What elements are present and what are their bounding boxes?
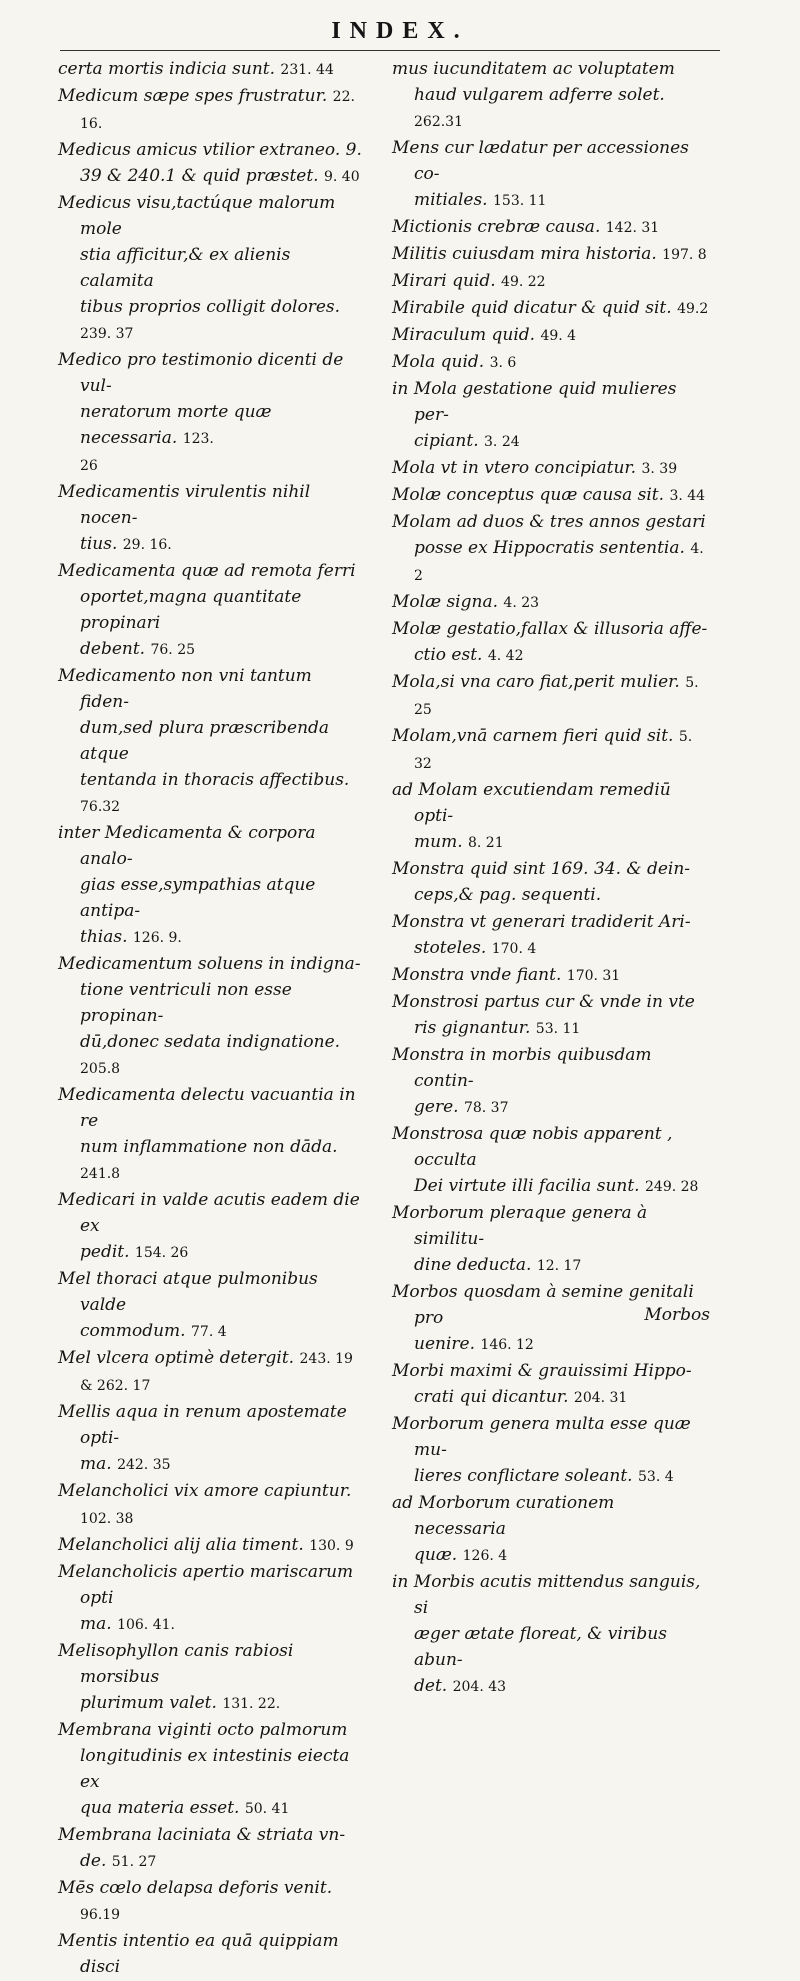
entry-text: in Morbis acutis mittendus sanguis, si æger ætate floreat, & viribus abun- det. [392,1572,701,1696]
entry-text: Melancholicis apertio mariscarum opti ma. [58,1562,354,1634]
entry-page-ref: 205.8 [80,1061,121,1077]
entry-page-ref: 170. 31 [566,968,621,984]
entry-text: Mola vt in vtero concipiatur. [392,458,637,478]
index-entry [58,1928,363,1981]
index-entry [58,1187,363,1266]
entry-page-ref: 146. 12 [480,1337,534,1353]
index-entry [58,137,363,190]
entry-text: Miraculum quid. [392,325,536,345]
entry-text: mus iucunditatem ac voluptatem haud vulgarem adferre solet. [392,59,675,105]
entry-text: Mellis aqua in renum apostemate opti- ma. [58,1402,347,1474]
entry-text: Mel vlcera optimè detergit. [58,1348,295,1368]
index-entry [58,951,363,1082]
index-entry [392,989,710,1042]
index-entry [392,1569,710,1700]
entry-text: Medicamenta delectu vacuantia in re num inflammatione non dāda. [58,1085,356,1157]
index-entry [58,1399,363,1478]
index-entry [392,241,710,268]
entry-page-ref: 76. 25 [150,642,196,658]
index-entry [392,909,710,962]
entry-text: Monstra quid sint 169. 34. & dein- ceps,& pag. sequenti. [392,859,691,905]
entry-page-ref: 204. 31 [573,1390,628,1406]
entry-page-ref: 3. 6 [489,355,517,371]
entry-page-ref: 3. 44 [669,488,706,504]
index-entry [58,347,363,479]
entry-page-ref: 142. 31 [605,220,660,236]
index-entry [392,1490,710,1569]
entry-text: in Mola gestatione quid mulieres per- cipiant. [392,379,677,451]
entry-page-ref: 242. 35 [117,1457,171,1473]
index-entry [58,1638,363,1717]
entry-text: inter Medicamenta & corpora analo- gias esse,sympathias atque antipa- thias. [58,823,316,947]
index-entry [58,1532,363,1559]
index-entry [392,214,710,241]
entry-text: Membrana laciniata & striata vn- de. [58,1825,346,1871]
entry-page-ref: 131. 22. [222,1696,281,1712]
entry-text: Mola quid. [392,352,485,372]
entry-page-ref: 241.8 [80,1166,121,1182]
entry-text: Molæ gestatio,fallax & illusoria affe- ctio est. [392,619,708,665]
entry-text: Morbos quosdam à semine genitali pro uenire. [392,1282,694,1354]
entry-page-ref: 50. 41 [244,1801,290,1817]
entry-text: ad Morborum curationem necessaria quæ. [392,1493,615,1565]
entry-text: Molæ conceptus quæ causa sit. [392,485,665,505]
index-entry [392,1411,710,1490]
index-entry [58,1822,363,1875]
entry-page-ref: 231. 44 [280,62,334,78]
entry-text: Mens cur lædatur per accessiones co- mitiales. [392,138,689,210]
index-entry [392,349,710,376]
entry-text: Membrana viginti octo palmorum longitudinis ex intestinis eiecta ex qua materia esset. [58,1720,350,1818]
index-entry [392,376,710,455]
entry-page-ref: 49. 22 [501,274,546,290]
index-entry [58,1266,363,1345]
entry-page-ref: 3. 39 [641,461,678,477]
entry-page-ref: 53. 4 [638,1469,674,1485]
entry-page-ref: 5. 25 [414,675,699,718]
index-entry [392,616,710,669]
right-column [392,56,710,1700]
entry-text: Medicus visu,tactúque malorum mole stia afficitur,& ex alienis calamita tibus proprios colligit dolores. [58,193,341,317]
entry-text: Monstra vt generari tradiderit Ari- stoteles. [392,912,691,958]
entry-page-ref: 204. 43 [452,1679,507,1695]
index-entry [58,1717,363,1822]
entry-page-ref: 76.32 [80,799,121,815]
entry-text: Monstrosi partus cur & vnde in vte ris gignantur. [392,992,695,1038]
index-entry [58,56,363,83]
entry-page-ref: 77. 4 [191,1324,227,1340]
index-entry [392,777,710,856]
entry-page-ref: 123. 26 [80,431,214,474]
index-entry [58,1875,363,1928]
entry-page-ref: 96.19 [80,1907,121,1923]
entry-text: Mentis intentio ea quā quippiam disci [58,1931,339,1977]
entry-text: Molæ signa. [392,592,498,612]
entry-text: Melancholici alij alia timent. [58,1535,304,1555]
entry-text: Melisophyllon canis rabiosi morsibus plurimum valet. [58,1641,294,1713]
entry-text: Medicamenta quæ ad remota ferri oportet,magna quantitate propinari debent. [58,561,356,659]
entry-text: Militis cuiusdam mira historia. [392,244,657,264]
entry-page-ref: 78. 37 [463,1100,509,1116]
index-entry [392,856,710,909]
entry-text: Mirabile quid dicatur & quid sit. [392,298,672,318]
entry-page-ref: 126. 9. [132,930,182,946]
index-entry [392,322,710,349]
entry-text: Mictionis crebræ causa. [392,217,601,237]
index-entry [392,56,710,135]
entry-page-ref: 5. 32 [414,729,693,772]
index-entry [392,589,710,616]
index-entry [392,723,710,777]
index-entry [58,1082,363,1187]
entry-page-ref: 197. 8 [662,247,707,263]
index-entry [58,83,363,137]
entry-page-ref: 8. 21 [468,835,504,851]
entry-text: Mirari quid. [392,271,496,291]
index-entry [58,663,363,820]
entry-page-ref: 126. 4 [462,1548,508,1564]
entry-page-ref: 262.31 [414,114,463,130]
page-title: INDEX. [331,18,469,44]
entry-text: Morbi maximi & grauissimi Hippo- crati qui dicantur. [392,1361,692,1407]
entry-page-ref: 249. 28 [645,1179,699,1195]
entry-text: Medicum sæpe spes frustratur. [58,86,328,106]
entry-page-ref: 12. 17 [536,1258,582,1274]
entry-text: Morborum genera multa esse quæ mu- lieres conflictare soleant. [392,1414,691,1486]
entry-text: Molam,vnā carnem fieri quid sit. [392,726,674,746]
left-column [58,56,363,1981]
entry-text: Medicamentum soluens in indigna- tione ventriculi non esse propinan- dū,donec sedata indignatione. [58,954,361,1052]
entry-page-ref: 3. 24 [484,434,520,450]
entry-page-ref: 4. 23 [503,595,540,611]
entry-page-ref: 4. 2 [414,541,704,584]
index-entry [58,558,363,663]
index-entry [392,509,710,589]
entry-page-ref: 49.2 [677,301,709,317]
index-entry [58,820,363,951]
index-entry [392,1121,710,1200]
entry-text: Morborum pleraque genera à similitu- dine deducta. [392,1203,648,1275]
entry-text: Molam ad duos & tres annos gestari posse ex Hippocratis sententia. [392,512,706,558]
entry-page-ref: 49. 4 [540,328,577,344]
index-entry [392,669,710,723]
index-entry [58,1559,363,1638]
catchword: Morbos [644,1305,710,1325]
entry-text: ad Molam excutiendam remediū opti- mum. [392,780,671,852]
index-entry [392,1042,710,1121]
entry-text: Medicamento non vni tantum fiden- dum,sed plura præscribenda atque tentanda in thoracis affectibus. [58,666,350,790]
entry-page-ref: 130. 9 [309,1538,354,1554]
index-entry [58,1478,363,1532]
entry-text: Mola,si vna caro fiat,perit mulier. [392,672,680,692]
entry-text: Monstra vnde fiant. [392,965,562,985]
index-entry [392,135,710,214]
entry-text: Medicus amicus vtilior extraneo. 9. 39 & 240.1 & quid præstet. [58,140,362,186]
entry-page-ref: 153. 11 [493,193,547,209]
entry-text: Monstra in morbis quibusdam contin- gere. [392,1045,652,1117]
index-entry [392,482,710,509]
entry-page-ref: 170. 4 [491,941,537,957]
entry-page-ref: 9. 40 [323,169,360,185]
entry-page-ref: 29. 16. [122,537,172,553]
entry-page-ref: 239. 37 [80,326,134,342]
entry-page-ref: 4. 42 [487,648,524,664]
entry-text: Melancholici vix amore capiuntur. [58,1481,352,1501]
entry-page-ref: 51. 27 [111,1854,157,1870]
entry-page-ref: 243. 19 & 262. 17 [80,1351,353,1394]
index-entry [392,268,710,295]
index-entry [392,295,710,322]
entry-page-ref: 53. 11 [535,1021,581,1037]
index-entry [58,1345,363,1399]
index-entry [392,1200,710,1279]
index-entry [392,962,710,989]
entry-text: certa mortis indicia sunt. [58,59,276,79]
entry-page-ref: 154. 26 [134,1245,189,1261]
index-entry [392,455,710,482]
entry-page-ref: 22. 16. [80,89,355,132]
entry-text: Medicamentis virulentis nihil nocen- tius. [58,482,311,554]
index-entry [58,479,363,558]
entry-text: Medico pro testimonio dicenti de vul- neratorum morte quæ necessaria. [58,350,344,448]
entry-page-ref: 102. 38 [80,1511,134,1527]
index-entry [58,190,363,347]
header-rule [60,50,720,51]
entry-page-ref: 106. 41. [117,1617,175,1633]
entry-text: Mel thoraci atque pulmonibus valde commodum. [58,1269,318,1341]
entry-text: Medicari in valde acutis eadem die ex pedit. [58,1190,360,1262]
entry-text: Mēs cœlo delapsa deforis venit. [58,1878,333,1898]
index-entry [392,1358,710,1411]
entry-text: Monstrosa quæ nobis apparent , occulta Dei virtute illi facilia sunt. [392,1124,673,1196]
